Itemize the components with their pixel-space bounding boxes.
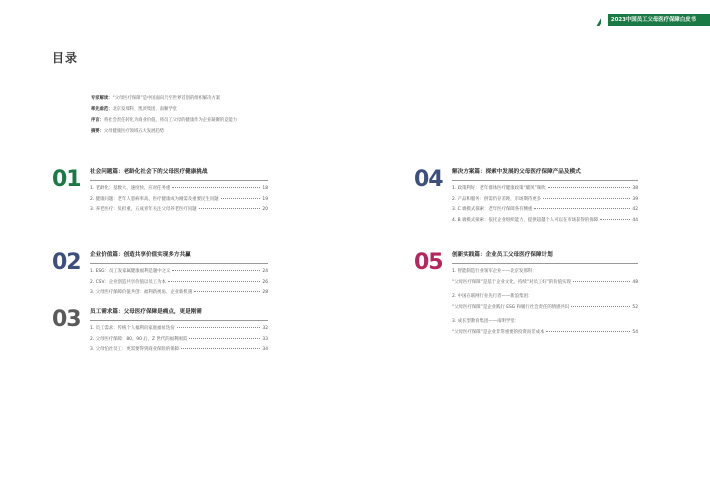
toc-entry[interactable]: 3. C 端模式探索：老年医疗保障各有侧重 42 (452, 207, 638, 212)
section-divider (452, 180, 638, 181)
toc-entry[interactable]: 2. 产品和服务：供需仍存差距，市场期待更多 39 (452, 196, 638, 202)
toc-entry[interactable]: 1. 员工需求：传统个人福利向家庭福祉迭份 32 (90, 326, 268, 331)
intro-line: 率先垂范：北京发那科、凯淡集团、南顺学堂 (91, 107, 177, 112)
toc-entry[interactable]: 2. CSV：企业创造共享价值以员工为本 26 (90, 279, 268, 285)
section-title[interactable]: 创新实践篇：企业员工父母医疗保障计划 (452, 252, 553, 258)
toc-entry[interactable]: 1. 政策利好：老年群体医疗健康政策“暖风”频吹 38 (452, 186, 638, 191)
section-number: 03 (52, 307, 81, 332)
toc-group-lead: 1. 智能制造行业领军企业——北京发那科： (452, 269, 537, 274)
section-number: 04 (414, 167, 443, 192)
section-divider (90, 320, 268, 321)
header-title: 2023中国员工父母医疗保障白皮书 (610, 17, 696, 23)
toc-entry[interactable]: 1. ESG：员工发家属健康福利是题中之义 24 (90, 269, 268, 274)
section-number: 02 (52, 250, 81, 275)
toc-entry[interactable]: 3. 父母怕社员工：更需要得到商业保险的保障 34 (90, 347, 268, 352)
toc-entry[interactable]: 2. 健康问题：老年人患病率高、医疗健康成为刚需及重要民生问题 19 (90, 196, 268, 202)
toc-entry[interactable]: “父母医疗保障”是基于企业文化，持续“对员工好”的价值实现 48 (452, 279, 638, 285)
section-title[interactable]: 企业价值篇：创造共享价值实现多方共赢 (90, 252, 191, 258)
toc-entry[interactable]: 3. 父母医疗保障价值共创：福利新视角、企业新机遇 28 (90, 290, 268, 295)
intro-line: 序言：将社会责任转化为商业价值，将员工父母的健康作为企业凝聚的竞能力 (91, 118, 238, 123)
toc-entry[interactable]: 1. 老龄化：基数大、速度快、应对任务重 18 (90, 186, 268, 191)
section-number: 01 (52, 167, 81, 192)
intro-line: 摘要：父母健康医疗领域五大发展趋势 (91, 129, 165, 134)
toc-entry[interactable]: “父母医疗保障”是企业践行 ESG 和履行社会责任的情感共识 52 (452, 304, 638, 310)
toc-entry[interactable]: “父母医疗保障”是企业非常重要的投资而非成本 54 (452, 329, 638, 335)
toc-entry[interactable]: 2. 父母医疗保障：80、90 后、Z 世代的福利刚需 33 (90, 336, 268, 342)
section-title[interactable]: 员工需求篇：父母医疗保障是痛点，更是刚需 (90, 309, 202, 315)
section-number: 05 (414, 250, 443, 275)
section-divider (452, 263, 638, 264)
intro-block (91, 93, 351, 137)
section-title[interactable]: 社会问题篇：老龄化社会下的父母医疗健康挑战 (90, 169, 208, 175)
section-divider (90, 180, 268, 181)
toc-group-lead: 3. 成长型教育集团——南明学堂： (452, 319, 520, 324)
section-divider (90, 263, 268, 264)
intro-line: 专家解读：“父母医疗保障”是中国面向乃至世界首创的组织解决方案 (91, 96, 221, 101)
page-title: 目录 (52, 51, 79, 65)
toc-entry[interactable]: 3. 养老医疗：负担重、五成青年关注父母养老医疗问题 20 (90, 207, 268, 212)
section-title[interactable]: 解决方案篇：探索中发展的父母医疗保障产品及模式 (452, 169, 581, 175)
toc-group-lead: 2. 中国在联网行业先行者——新浪集团： (452, 294, 533, 299)
toc-entry[interactable]: 4. B 端模式探索：依托企业组织能力，提供超越个人可以在市场获得的保障 44 (452, 217, 638, 223)
